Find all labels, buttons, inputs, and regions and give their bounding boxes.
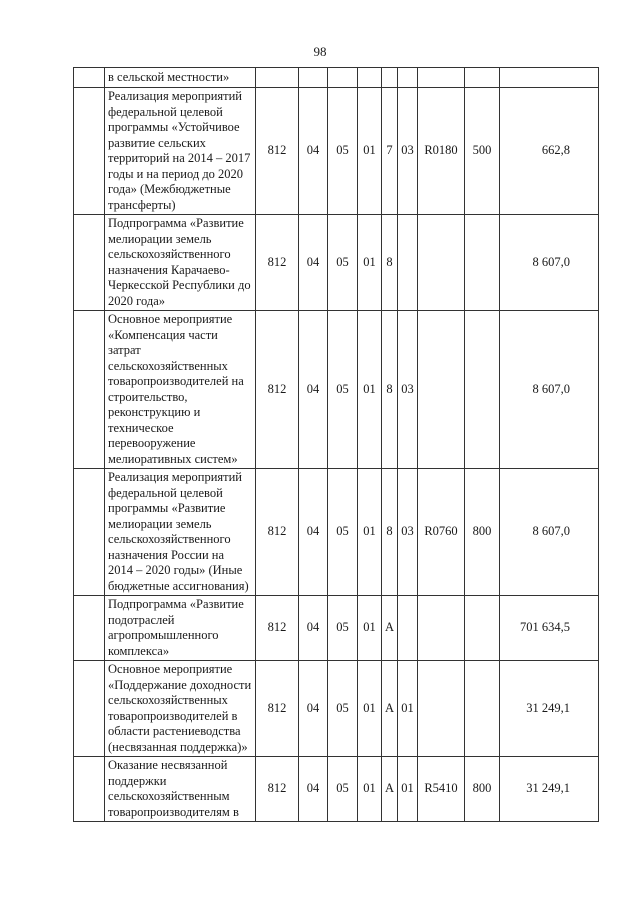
grbs-cell: 812 — [256, 596, 299, 661]
name-cell: Реализация мероприятий федеральной целевой программы «Устойчивое развитие сельских территорий на 2014 – 2017 годы и на период до 2020 года» (Межбюджетные трансферты) — [105, 88, 256, 215]
section-cell: 04 — [299, 596, 328, 661]
program-cell: 01 — [358, 88, 382, 215]
amount-cell — [500, 68, 599, 88]
subprogram-cell: 7 — [382, 88, 398, 215]
subsection-cell: 05 — [328, 661, 358, 757]
activity-cell: 01 — [398, 661, 418, 757]
subsection-cell: 05 — [328, 757, 358, 822]
row-number-cell — [74, 469, 105, 596]
direction-cell: R0180 — [418, 88, 465, 215]
table-body — [74, 68, 599, 822]
name-cell: Реализация мероприятий федеральной целевой программы «Развитие мелиорации земель сельскохозяйственного назначения России на 2014 – 2020 годы» (Иные бюджетные ассигнования) — [105, 469, 256, 596]
direction-cell: R0760 — [418, 469, 465, 596]
direction-cell — [418, 311, 465, 469]
amount-cell: 8 607,0 — [500, 215, 599, 311]
table-row — [74, 469, 599, 596]
amount-cell: 662,8 — [500, 88, 599, 215]
expense-type-cell — [465, 215, 500, 311]
program-cell: 01 — [358, 215, 382, 311]
amount-cell: 8 607,0 — [500, 469, 599, 596]
amount-cell: 8 607,0 — [500, 311, 599, 469]
grbs-cell: 812 — [256, 215, 299, 311]
section-cell: 04 — [299, 469, 328, 596]
activity-cell: 01 — [398, 757, 418, 822]
expense-type-cell — [465, 311, 500, 469]
expense-type-cell: 500 — [465, 88, 500, 215]
table-row — [74, 68, 599, 88]
name-cell: Оказание несвязанной поддержки сельскохозяйственным товаропроизводителям в — [105, 757, 256, 822]
subsection-cell: 05 — [328, 215, 358, 311]
program-cell: 01 — [358, 661, 382, 757]
subsection-cell: 05 — [328, 311, 358, 469]
row-number-cell — [74, 596, 105, 661]
section-cell: 04 — [299, 311, 328, 469]
grbs-cell: 812 — [256, 661, 299, 757]
program-cell: 01 — [358, 757, 382, 822]
name-cell: в сельской местности» — [105, 68, 256, 88]
subprogram-cell: А — [382, 757, 398, 822]
grbs-cell: 812 — [256, 311, 299, 469]
program-cell: 01 — [358, 596, 382, 661]
table-row — [74, 311, 599, 469]
grbs-cell: 812 — [256, 757, 299, 822]
activity-cell: 03 — [398, 311, 418, 469]
expense-type-cell — [465, 661, 500, 757]
subsection-cell: 05 — [328, 469, 358, 596]
program-cell: 01 — [358, 311, 382, 469]
grbs-cell — [256, 68, 299, 88]
grbs-cell: 812 — [256, 469, 299, 596]
subprogram-cell: А — [382, 596, 398, 661]
row-number-cell — [74, 311, 105, 469]
page-number: 98 — [313, 44, 327, 59]
subprogram-cell: А — [382, 661, 398, 757]
subprogram-cell: 8 — [382, 311, 398, 469]
program-cell — [358, 68, 382, 88]
amount-cell: 31 249,1 — [500, 661, 599, 757]
table-row — [74, 215, 599, 311]
direction-cell — [418, 661, 465, 757]
section-cell: 04 — [299, 661, 328, 757]
activity-cell — [398, 68, 418, 88]
budget-table — [73, 67, 599, 822]
expense-type-cell — [465, 68, 500, 88]
program-cell: 01 — [358, 469, 382, 596]
expense-type-cell: 800 — [465, 757, 500, 822]
activity-cell: 03 — [398, 469, 418, 596]
section-cell: 04 — [299, 88, 328, 215]
row-number-cell — [74, 88, 105, 215]
name-cell: Подпрограмма «Развитие подотраслей агропромышленного комплекса» — [105, 596, 256, 661]
subsection-cell — [328, 68, 358, 88]
direction-cell — [418, 215, 465, 311]
row-number-cell — [74, 757, 105, 822]
section-cell: 04 — [299, 757, 328, 822]
section-cell: 04 — [299, 215, 328, 311]
row-number-cell — [74, 661, 105, 757]
subsection-cell: 05 — [328, 596, 358, 661]
name-cell: Основное мероприятие «Поддержание доходности сельскохозяйственных товаропроизводителей в области растениеводства (несвязанная поддержка)» — [105, 661, 256, 757]
expense-type-cell — [465, 596, 500, 661]
subsection-cell: 05 — [328, 88, 358, 215]
table-row — [74, 661, 599, 757]
subprogram-cell: 8 — [382, 469, 398, 596]
activity-cell: 03 — [398, 88, 418, 215]
section-cell — [299, 68, 328, 88]
name-cell: Подпрограмма «Развитие мелиорации земель сельскохозяйственного назначения Карачаево-Черкесской Республики до 2020 года» — [105, 215, 256, 311]
expense-type-cell: 800 — [465, 469, 500, 596]
grbs-cell: 812 — [256, 88, 299, 215]
activity-cell — [398, 215, 418, 311]
subprogram-cell: 8 — [382, 215, 398, 311]
amount-cell: 31 249,1 — [500, 757, 599, 822]
row-number-cell — [74, 215, 105, 311]
amount-cell: 701 634,5 — [500, 596, 599, 661]
table-row — [74, 757, 599, 822]
activity-cell — [398, 596, 418, 661]
direction-cell — [418, 596, 465, 661]
table-row — [74, 596, 599, 661]
row-number-cell — [74, 68, 105, 88]
table-row — [74, 88, 599, 215]
subprogram-cell — [382, 68, 398, 88]
direction-cell — [418, 68, 465, 88]
direction-cell: R5410 — [418, 757, 465, 822]
name-cell: Основное мероприятие «Компенсация части затрат сельскохозяйственных товаропроизводителей на строительство, реконструкцию и техническое перевооружение мелиоративных систем» — [105, 311, 256, 469]
